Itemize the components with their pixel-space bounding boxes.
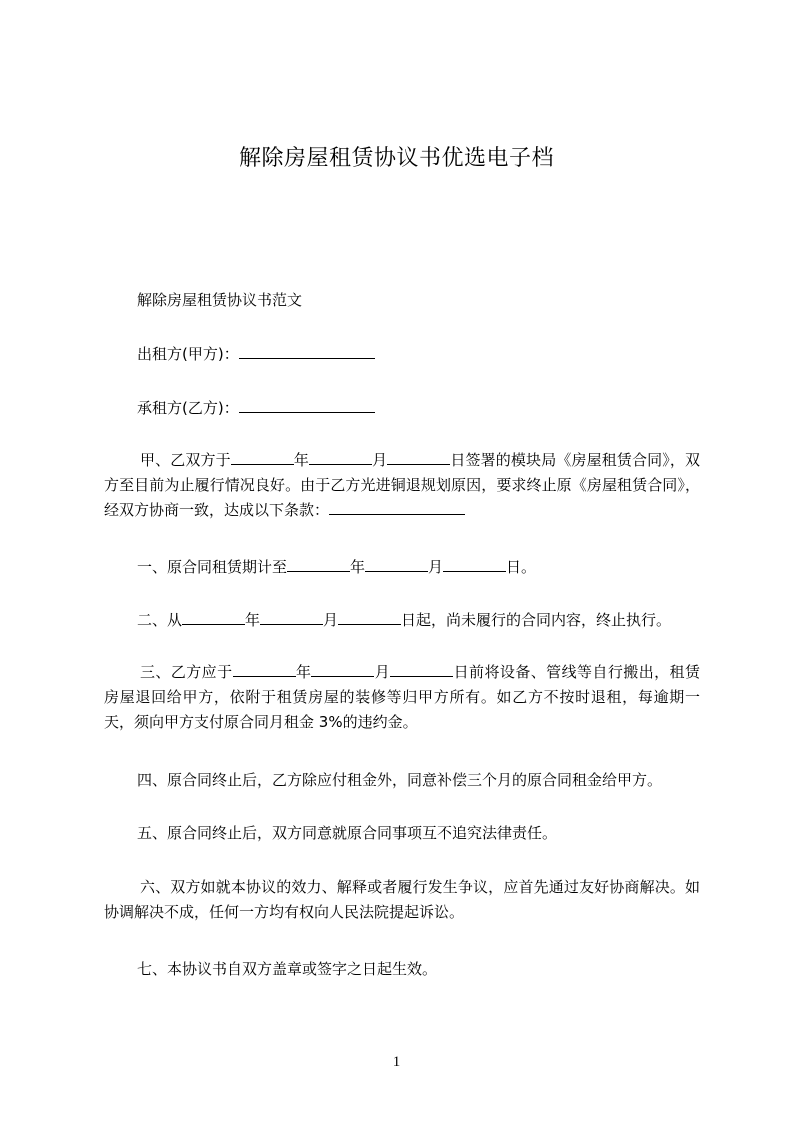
lessee-line <box>104 396 733 421</box>
document-title: 解除房屋租赁协议书优选电子档 <box>238 146 554 171</box>
day-label: 日。 <box>506 558 537 576</box>
month-label: 月 <box>372 451 388 469</box>
year-blank <box>233 661 296 677</box>
clause-2 <box>104 608 733 633</box>
day-blank <box>390 661 453 677</box>
terms-blank <box>329 499 465 515</box>
year-label: 年 <box>293 451 310 469</box>
month-blank <box>260 609 323 625</box>
day-blank <box>443 556 506 572</box>
month-label: 月 <box>323 611 339 629</box>
lessor-label: 出租方(甲方)： <box>137 345 239 363</box>
month-blank <box>309 449 372 465</box>
clause-1 <box>104 555 733 580</box>
clause-2-prefix: 二、从 <box>137 611 183 629</box>
month-label: 月 <box>428 558 444 576</box>
clause-1-prefix: 一、原合同租赁期计至 <box>137 558 288 576</box>
year-blank <box>287 556 350 572</box>
intro-paragraph <box>104 448 700 523</box>
lessee-blank <box>239 397 375 413</box>
page-number: 1 <box>392 1054 401 1070</box>
intro-text-1: 甲、乙双方于 <box>140 451 231 469</box>
lessor-blank <box>239 343 375 359</box>
clause-3-suffix: 日前将设备、管线等自行搬出，租赁房屋退回给甲方，依附于租赁房屋的装修等归甲方所有。如乙方不按时退租，每逾期一天，须向甲方支付原合同月租金 3%的违约金。 <box>104 663 700 731</box>
lessor-line <box>104 342 733 367</box>
day-blank <box>338 609 401 625</box>
clause-2-suffix: 日起，尚未履行的合同内容，终止执行。 <box>401 611 672 629</box>
day-blank <box>387 449 450 465</box>
clause-4: 四、原合同终止后，乙方除应付租金外，同意补偿三个月的原合同租金给甲方。 <box>137 771 663 789</box>
clause-6: 六、双方如就本协议的效力、解释或者履行发生争议，应首先通过友好协商解决。如协调解决不成，任何一方均有权向人民法院提起诉讼。 <box>104 878 700 921</box>
year-label: 年 <box>350 558 366 576</box>
document-subtitle: 解除房屋租赁协议书范文 <box>137 291 303 309</box>
lessee-label: 承租方(乙方)： <box>137 399 239 417</box>
clause-3 <box>104 660 700 735</box>
clause-7: 七、本协议书自双方盖章或签字之日起生效。 <box>137 960 438 978</box>
month-label: 月 <box>374 663 391 681</box>
clause-5: 五、原合同终止后，双方同意就原合同事项互不追究法律责任。 <box>137 824 558 842</box>
year-blank <box>231 449 294 465</box>
clause-3-prefix: 三、乙方应于 <box>140 663 233 681</box>
year-label: 年 <box>295 663 312 681</box>
month-blank <box>365 556 428 572</box>
year-blank <box>182 609 245 625</box>
year-label: 年 <box>245 611 261 629</box>
month-blank <box>311 661 374 677</box>
intro-text-2: 日签署的模块局《房屋租赁合同》，双方至目前为止履行情况良好。由于乙方光进铜退规划原因，要求终止原《房屋租赁合同》，经双方协商一致，达成以下条款： <box>104 451 700 519</box>
